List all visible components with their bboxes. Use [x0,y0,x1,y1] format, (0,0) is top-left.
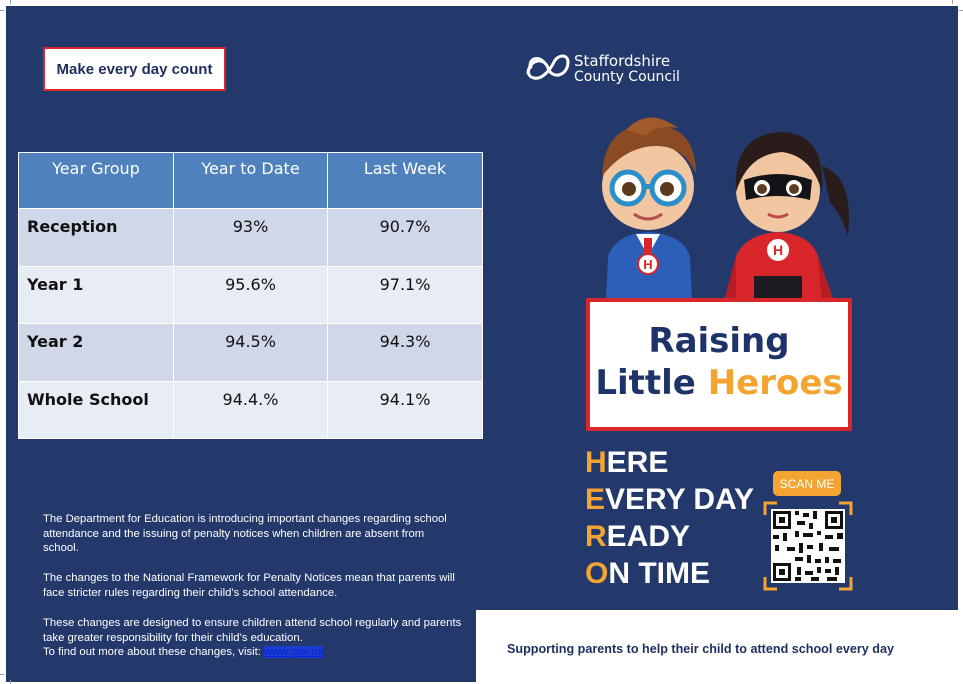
council-name-line-2: County Council [574,69,680,85]
svg-text:H: H [643,257,653,272]
table-row [19,324,483,382]
crop-mark [10,680,11,684]
year-to-date-value: 94.5% [174,324,328,382]
title-line-2 [590,362,848,404]
info-paragraph-2: The changes to the National Framework for Penalty Notices mean that parents will face stricter rules regarding their child’s school attendance. [43,572,455,599]
last-week-value: 90.7% [328,209,483,267]
info-paragraph-1: The Department for Education is introducing important changes regarding school attendance and the issuing of penalty notices when children are absent from school. [43,513,447,555]
header-year-group: Year Group [19,153,174,209]
hero-acronym-line [585,446,668,480]
last-week-value: 97.1% [328,266,483,324]
hero-initial: O [585,557,609,590]
hero-word-rest: N TIME [608,557,711,590]
crop-mark [0,10,4,11]
row-label: Reception [19,209,174,267]
year-to-date-value: 93% [174,209,328,267]
leaflet-page [6,6,958,682]
hero-initial: E [585,483,606,516]
attendance-table [18,152,483,439]
crop-mark [959,10,963,11]
table-row [19,266,483,324]
hero-acronym-line [585,520,690,554]
row-label: Whole School [19,381,174,439]
crop-mark [10,0,11,4]
hero-word-rest: ERE [606,446,669,479]
row-label: Year 2 [19,324,174,382]
tagline-box: Make every day count [43,47,226,91]
year-to-date-value: 95.6% [174,266,328,324]
last-week-value: 94.3% [328,324,483,382]
table-row [19,209,483,267]
hero-initial: H [585,446,607,479]
footer-strip [476,610,958,684]
gov-uk-link[interactable]: www.gov.uk [264,646,324,659]
crop-mark [0,674,4,675]
hero-acronym-line [585,557,710,591]
header-last-week: Last Week [328,153,483,209]
hero-word-rest: VERY DAY [605,483,754,516]
title-word-little: Little [595,363,696,403]
hero-initial: R [585,520,607,553]
hero-word-rest: EADY [606,520,691,553]
hero-children-illustration [586,106,858,301]
hero-acronym-line [585,483,754,517]
info-paragraph-3-text: These changes are designed to ensure children attend school regularly and parents take greater responsibility for their child’s education. [43,617,462,644]
svg-text:H: H [772,242,784,258]
council-name-line-1: Staffordshire [574,52,671,70]
last-week-value: 94.1% [328,381,483,439]
council-name [574,53,680,85]
info-paragraph-3 [43,616,463,660]
council-logo [524,50,684,90]
scan-me-badge: SCAN ME [773,471,841,496]
table-row [19,381,483,439]
qr-code-icon[interactable] [763,501,853,591]
title-line-1: Raising [648,321,790,361]
table-header-row [19,153,483,209]
title-box [586,298,852,431]
info-paragraph-3-link-lead: To find out more about these changes, visit: [43,646,265,659]
crop-mark [952,0,953,4]
title-word-heroes: Heroes [707,363,843,403]
row-label: Year 1 [19,266,174,324]
year-to-date-value: 94.4.% [174,381,328,439]
footer-tagline: Supporting parents to help their child to attend school every day [507,642,894,656]
header-year-to-date: Year to Date [174,153,328,209]
staffordshire-knot-icon [524,50,572,84]
